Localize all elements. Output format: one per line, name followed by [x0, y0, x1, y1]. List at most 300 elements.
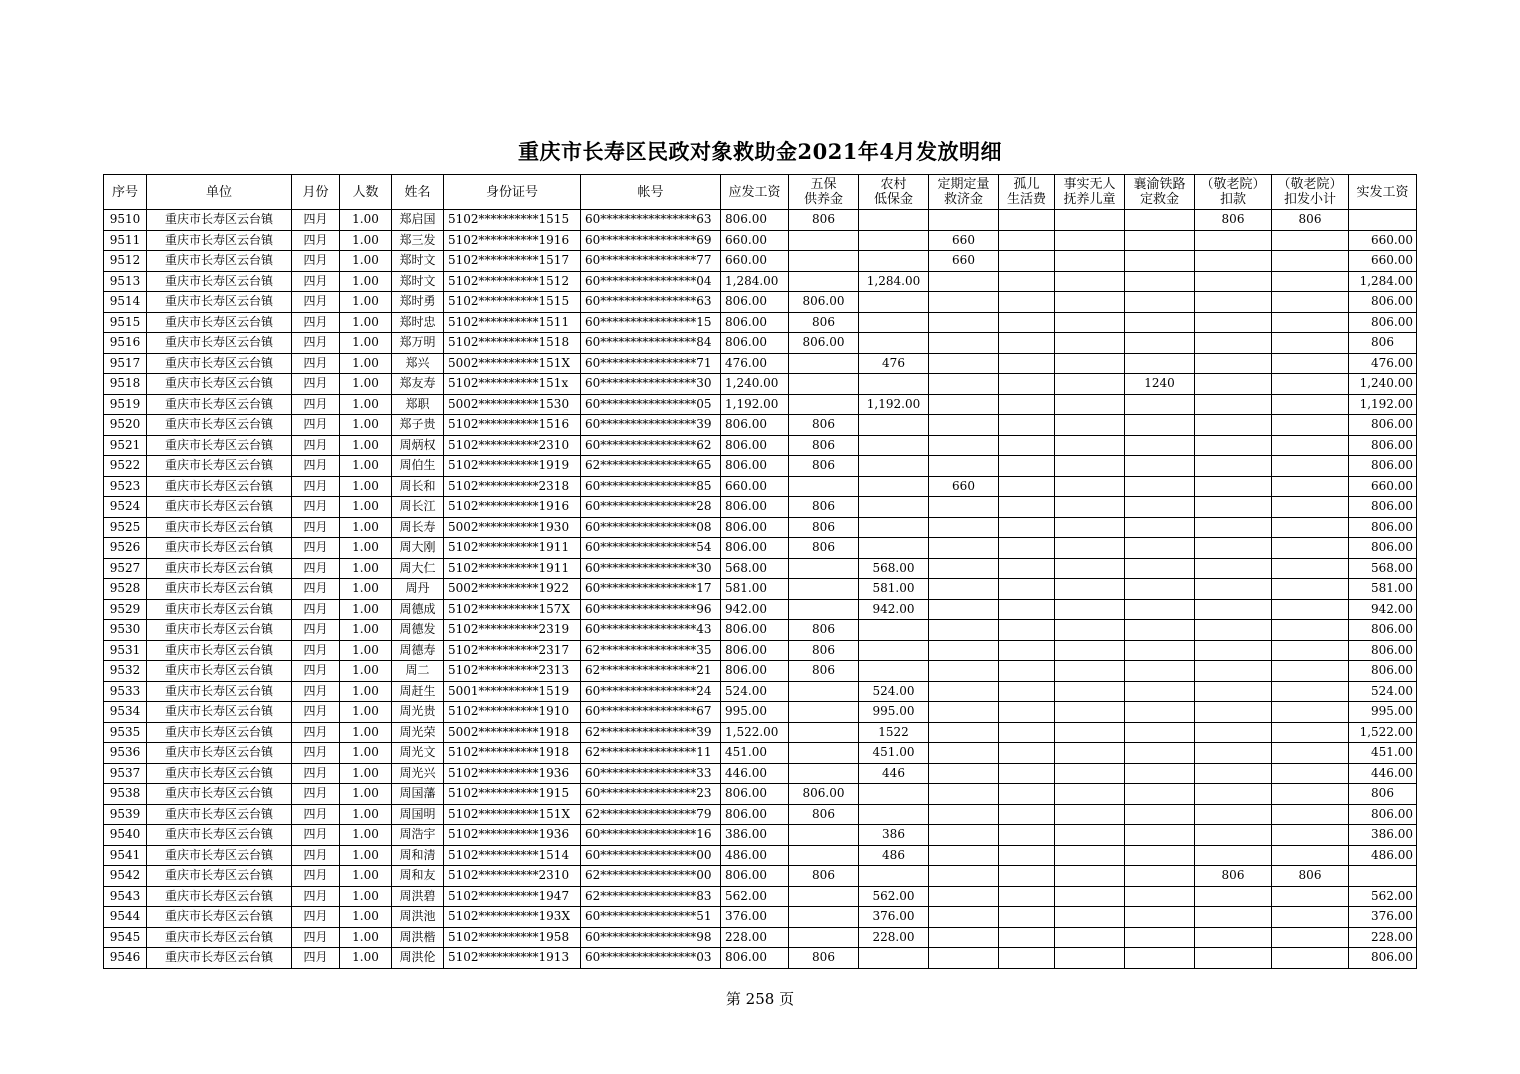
table-cell: 806.00	[721, 620, 789, 641]
table-cell: 5102**********151X	[444, 804, 581, 825]
table-cell: 四月	[292, 374, 340, 395]
table-cell	[1195, 743, 1272, 764]
table-cell	[1055, 763, 1125, 784]
table-cell	[859, 251, 929, 272]
table-cell: 9520	[104, 415, 147, 436]
table-cell: 郑时文	[392, 271, 444, 292]
table-cell	[1055, 517, 1125, 538]
table-cell	[1125, 927, 1195, 948]
table-cell	[999, 579, 1055, 600]
table-cell: 1,192.00	[721, 394, 789, 415]
table-cell	[999, 517, 1055, 538]
table-cell: 1.00	[340, 415, 392, 436]
table-cell: 524.00	[1349, 681, 1417, 702]
table-cell	[999, 784, 1055, 805]
table-cell: 942.00	[1349, 599, 1417, 620]
table-cell: 重庆市长寿区云台镇	[147, 661, 292, 682]
column-header: 孤儿 生活费	[999, 175, 1055, 210]
table-cell: 周德成	[392, 599, 444, 620]
table-cell: 806.00	[1349, 640, 1417, 661]
table-cell	[1055, 579, 1125, 600]
table-row	[104, 599, 1417, 620]
table-cell: 四月	[292, 435, 340, 456]
table-cell	[1272, 271, 1349, 292]
table-cell: 806.00	[1349, 948, 1417, 969]
table-row	[104, 251, 1417, 272]
table-cell: 周德寿	[392, 640, 444, 661]
table-cell: 60****************84	[581, 333, 721, 354]
table-cell: 周洪碧	[392, 886, 444, 907]
table-cell	[1272, 640, 1349, 661]
column-header: 五保 供养金	[789, 175, 859, 210]
table-cell	[1055, 661, 1125, 682]
table-cell: 重庆市长寿区云台镇	[147, 907, 292, 928]
table-cell	[999, 353, 1055, 374]
table-cell: 806.00	[1349, 804, 1417, 825]
table-cell: 446	[859, 763, 929, 784]
table-cell: 5102**********1936	[444, 825, 581, 846]
table-cell	[1055, 271, 1125, 292]
table-cell: 660.00	[1349, 230, 1417, 251]
table-cell	[1195, 230, 1272, 251]
table-cell	[1055, 374, 1125, 395]
table-cell	[789, 845, 859, 866]
table-cell: 重庆市长寿区云台镇	[147, 804, 292, 825]
table-cell	[1125, 948, 1195, 969]
table-row	[104, 743, 1417, 764]
table-cell: 5002**********1922	[444, 579, 581, 600]
table-cell: 524.00	[859, 681, 929, 702]
table-cell: 四月	[292, 640, 340, 661]
table-cell: 995.00	[859, 702, 929, 723]
table-cell	[1272, 661, 1349, 682]
table-row	[104, 353, 1417, 374]
table-cell: 660.00	[721, 230, 789, 251]
table-row	[104, 538, 1417, 559]
table-cell: 5102**********1515	[444, 210, 581, 231]
table-cell	[1125, 415, 1195, 436]
table-cell: 806	[789, 538, 859, 559]
table-cell: 5102**********2317	[444, 640, 581, 661]
table-cell: 1522	[859, 722, 929, 743]
table-cell	[859, 538, 929, 559]
table-cell	[1125, 661, 1195, 682]
table-cell: 9515	[104, 312, 147, 333]
table-cell	[1125, 743, 1195, 764]
table-cell: 942.00	[721, 599, 789, 620]
column-header: 月份	[292, 175, 340, 210]
table-cell: 9528	[104, 579, 147, 600]
column-header: 人数	[340, 175, 392, 210]
table-cell: 9544	[104, 907, 147, 928]
table-cell: 1.00	[340, 681, 392, 702]
table-cell: 5102**********1517	[444, 251, 581, 272]
table-cell: 60****************63	[581, 210, 721, 231]
table-row	[104, 394, 1417, 415]
table-cell: 周光贵	[392, 702, 444, 723]
table-cell: 995.00	[1349, 702, 1417, 723]
table-cell: 重庆市长寿区云台镇	[147, 415, 292, 436]
table-cell	[1195, 538, 1272, 559]
table-cell	[999, 210, 1055, 231]
table-cell: 1,522.00	[721, 722, 789, 743]
table-cell: 1.00	[340, 230, 392, 251]
table-cell: 9514	[104, 292, 147, 313]
table-cell: 568.00	[721, 558, 789, 579]
table-cell: 重庆市长寿区云台镇	[147, 927, 292, 948]
table-cell: 郑时忠	[392, 312, 444, 333]
table-cell: 重庆市长寿区云台镇	[147, 456, 292, 477]
table-cell: 9541	[104, 845, 147, 866]
table-cell: 60****************17	[581, 579, 721, 600]
table-cell: 5102**********1947	[444, 886, 581, 907]
table-cell	[1125, 702, 1195, 723]
table-cell	[929, 886, 999, 907]
table-cell	[859, 620, 929, 641]
table-cell: 1.00	[340, 394, 392, 415]
table-cell: 476.00	[1349, 353, 1417, 374]
table-cell: 806	[789, 312, 859, 333]
table-cell: 郑时勇	[392, 292, 444, 313]
table-cell: 9523	[104, 476, 147, 497]
table-cell: 重庆市长寿区云台镇	[147, 620, 292, 641]
table-cell: 9524	[104, 497, 147, 518]
table-cell: 周二	[392, 661, 444, 682]
table-cell: 524.00	[721, 681, 789, 702]
table-cell	[859, 517, 929, 538]
table-cell	[1272, 292, 1349, 313]
table-cell: 9517	[104, 353, 147, 374]
table-cell: 806	[789, 661, 859, 682]
table-cell	[789, 927, 859, 948]
table-cell	[929, 722, 999, 743]
table-cell	[1272, 948, 1349, 969]
table-cell: 郑子贵	[392, 415, 444, 436]
table-cell: 581.00	[859, 579, 929, 600]
table-cell: 486	[859, 845, 929, 866]
table-cell: 四月	[292, 866, 340, 887]
table-cell	[999, 456, 1055, 477]
table-cell	[1272, 456, 1349, 477]
table-cell: 446.00	[1349, 763, 1417, 784]
table-cell: 1.00	[340, 722, 392, 743]
table-cell	[999, 271, 1055, 292]
table-cell	[929, 333, 999, 354]
table-cell	[1125, 210, 1195, 231]
table-cell: 重庆市长寿区云台镇	[147, 579, 292, 600]
table-cell	[1055, 702, 1125, 723]
column-header: （敬老院） 扣款	[1195, 175, 1272, 210]
table-cell: 9533	[104, 681, 147, 702]
table-cell: 重庆市长寿区云台镇	[147, 271, 292, 292]
table-cell: 806	[789, 620, 859, 641]
table-cell: 376.00	[1349, 907, 1417, 928]
table-cell: 重庆市长寿区云台镇	[147, 230, 292, 251]
table-cell: 806	[789, 866, 859, 887]
table-cell	[1125, 886, 1195, 907]
table-row	[104, 312, 1417, 333]
table-cell: 1.00	[340, 333, 392, 354]
table-cell: 62****************00	[581, 866, 721, 887]
table-cell	[1055, 927, 1125, 948]
table-cell	[929, 579, 999, 600]
column-header: 定期定量 救济金	[929, 175, 999, 210]
table-cell	[1195, 784, 1272, 805]
table-cell: 386	[859, 825, 929, 846]
table-cell	[1272, 312, 1349, 333]
table-cell	[1272, 538, 1349, 559]
table-cell	[929, 948, 999, 969]
table-cell: 周国明	[392, 804, 444, 825]
table-row	[104, 640, 1417, 661]
table-cell: 386.00	[1349, 825, 1417, 846]
table-cell	[1272, 230, 1349, 251]
table-cell: 5102**********1911	[444, 558, 581, 579]
table-cell: 806.00	[1349, 538, 1417, 559]
table-cell	[1195, 394, 1272, 415]
table-cell	[929, 825, 999, 846]
table-cell: 806.00	[721, 804, 789, 825]
table-cell: 9539	[104, 804, 147, 825]
table-cell: 四月	[292, 230, 340, 251]
table-cell: 5002**********1918	[444, 722, 581, 743]
table-cell: 995.00	[721, 702, 789, 723]
table-cell: 1.00	[340, 743, 392, 764]
table-cell	[1055, 497, 1125, 518]
table-cell	[999, 333, 1055, 354]
table-cell: 806	[789, 415, 859, 436]
table-cell: 9529	[104, 599, 147, 620]
table-cell	[1055, 722, 1125, 743]
table-row	[104, 579, 1417, 600]
table-cell: 周洪伦	[392, 948, 444, 969]
table-cell: 568.00	[859, 558, 929, 579]
table-cell: 四月	[292, 251, 340, 272]
table-cell: 942.00	[859, 599, 929, 620]
table-cell: 1,284.00	[859, 271, 929, 292]
table-cell	[1272, 415, 1349, 436]
table-cell: 四月	[292, 763, 340, 784]
page-title: 重庆市长寿区民政对象救助金2021年4月发放明细	[517, 139, 1003, 164]
table-cell	[1055, 743, 1125, 764]
table-cell	[999, 476, 1055, 497]
table-cell: 1.00	[340, 374, 392, 395]
table-cell: 重庆市长寿区云台镇	[147, 702, 292, 723]
table-cell	[1195, 702, 1272, 723]
table-cell: 周长和	[392, 476, 444, 497]
table-row	[104, 558, 1417, 579]
table-cell: 5102**********1919	[444, 456, 581, 477]
table-cell: 62****************79	[581, 804, 721, 825]
table-cell: 1.00	[340, 497, 392, 518]
table-cell: 9531	[104, 640, 147, 661]
table-cell: 476.00	[721, 353, 789, 374]
table-cell: 5102**********2319	[444, 620, 581, 641]
table-cell: 周丹	[392, 579, 444, 600]
table-cell: 60****************23	[581, 784, 721, 805]
table-cell: 806.00	[721, 312, 789, 333]
table-cell: 1,192.00	[859, 394, 929, 415]
table-cell: 5102**********1918	[444, 743, 581, 764]
table-cell: 重庆市长寿区云台镇	[147, 353, 292, 374]
table-cell	[1055, 886, 1125, 907]
table-cell: 1.00	[340, 292, 392, 313]
table-cell: 四月	[292, 394, 340, 415]
table-cell: 四月	[292, 538, 340, 559]
table-cell	[789, 886, 859, 907]
table-row	[104, 661, 1417, 682]
column-header: 身份证号	[444, 175, 581, 210]
table-cell: 806.00	[1349, 661, 1417, 682]
table-cell: 806.00	[721, 415, 789, 436]
table-cell: 568.00	[1349, 558, 1417, 579]
table-cell: 1.00	[340, 640, 392, 661]
table-cell	[1055, 599, 1125, 620]
table-cell: 9546	[104, 948, 147, 969]
table-cell	[999, 640, 1055, 661]
table-row	[104, 517, 1417, 538]
table-cell: 60****************04	[581, 271, 721, 292]
table-cell	[1195, 312, 1272, 333]
table-cell	[1055, 640, 1125, 661]
table-cell: 重庆市长寿区云台镇	[147, 251, 292, 272]
table-cell: 5102**********1512	[444, 271, 581, 292]
table-cell: 562.00	[859, 886, 929, 907]
table-cell: 1,284.00	[721, 271, 789, 292]
table-cell: 四月	[292, 312, 340, 333]
table-cell	[1272, 784, 1349, 805]
table-cell: 806	[789, 435, 859, 456]
table-cell: 周洪池	[392, 907, 444, 928]
table-cell: 60****************24	[581, 681, 721, 702]
table-cell	[999, 620, 1055, 641]
table-cell: 1.00	[340, 784, 392, 805]
table-cell: 重庆市长寿区云台镇	[147, 886, 292, 907]
table-cell	[789, 825, 859, 846]
table-cell	[789, 353, 859, 374]
table-cell	[1272, 804, 1349, 825]
table-cell: 9527	[104, 558, 147, 579]
table-cell	[999, 927, 1055, 948]
table-cell	[1055, 681, 1125, 702]
table-cell: 5102**********2318	[444, 476, 581, 497]
table-cell	[859, 476, 929, 497]
column-header: 实发工资	[1349, 175, 1417, 210]
table-cell	[1195, 948, 1272, 969]
table-cell: 386.00	[721, 825, 789, 846]
table-cell	[1055, 333, 1125, 354]
table-cell: 周和友	[392, 866, 444, 887]
table-cell	[1125, 804, 1195, 825]
table-cell: 806.00	[721, 517, 789, 538]
table-cell: 四月	[292, 353, 340, 374]
table-cell	[929, 210, 999, 231]
table-cell	[1125, 825, 1195, 846]
table-cell: 周国藩	[392, 784, 444, 805]
table-cell: 周和清	[392, 845, 444, 866]
table-cell	[789, 374, 859, 395]
table-cell: 1.00	[340, 661, 392, 682]
table-cell	[929, 661, 999, 682]
table-cell: 四月	[292, 333, 340, 354]
table-cell: 周赶生	[392, 681, 444, 702]
table-cell	[929, 415, 999, 436]
table-cell: 5002**********1530	[444, 394, 581, 415]
table-cell	[999, 702, 1055, 723]
table-cell	[929, 907, 999, 928]
table-cell: 1,192.00	[1349, 394, 1417, 415]
table-cell: 四月	[292, 681, 340, 702]
table-cell: 60****************39	[581, 415, 721, 436]
table-cell	[1272, 353, 1349, 374]
table-cell: 1.00	[340, 456, 392, 477]
table-cell	[929, 497, 999, 518]
table-cell: 1.00	[340, 599, 392, 620]
relief-fund-table	[103, 174, 1417, 969]
table-cell	[1125, 866, 1195, 887]
table-cell: 60****************43	[581, 620, 721, 641]
table-cell: 806	[1195, 866, 1272, 887]
table-cell	[1195, 825, 1272, 846]
table-row	[104, 886, 1417, 907]
table-cell: 5102**********157X	[444, 599, 581, 620]
table-row	[104, 907, 1417, 928]
table-cell: 581.00	[1349, 579, 1417, 600]
table-cell	[1195, 845, 1272, 866]
table-cell	[859, 230, 929, 251]
table-cell: 周浩宇	[392, 825, 444, 846]
table-cell	[1272, 558, 1349, 579]
table-cell: 806.00	[721, 435, 789, 456]
table-cell	[1272, 497, 1349, 518]
table-cell	[1195, 476, 1272, 497]
table-cell	[1125, 476, 1195, 497]
table-cell	[1125, 538, 1195, 559]
table-cell	[929, 435, 999, 456]
table-cell: 5102**********1958	[444, 927, 581, 948]
table-cell	[859, 497, 929, 518]
table-cell: 郑万明	[392, 333, 444, 354]
table-cell: 9516	[104, 333, 147, 354]
table-cell	[1055, 292, 1125, 313]
table-cell	[1125, 579, 1195, 600]
table-cell: 重庆市长寿区云台镇	[147, 374, 292, 395]
table-cell	[789, 763, 859, 784]
table-cell	[1272, 763, 1349, 784]
table-cell: 四月	[292, 784, 340, 805]
table-cell: 四月	[292, 497, 340, 518]
table-cell: 228.00	[859, 927, 929, 948]
table-cell	[789, 722, 859, 743]
table-cell: 660.00	[721, 251, 789, 272]
table-cell	[1055, 312, 1125, 333]
table-cell	[1055, 620, 1125, 641]
table-cell: 60****************67	[581, 702, 721, 723]
column-header: 帐号	[581, 175, 721, 210]
table-cell: 重庆市长寿区云台镇	[147, 722, 292, 743]
table-cell	[789, 681, 859, 702]
table-cell: 806	[1349, 784, 1417, 805]
table-cell: 806.00	[1349, 517, 1417, 538]
table-cell	[929, 353, 999, 374]
table-cell: 重庆市长寿区云台镇	[147, 312, 292, 333]
table-cell	[789, 394, 859, 415]
table-cell: 9526	[104, 538, 147, 559]
table-cell	[1055, 353, 1125, 374]
table-cell: 1.00	[340, 702, 392, 723]
table-cell	[859, 866, 929, 887]
table-cell: 重庆市长寿区云台镇	[147, 681, 292, 702]
